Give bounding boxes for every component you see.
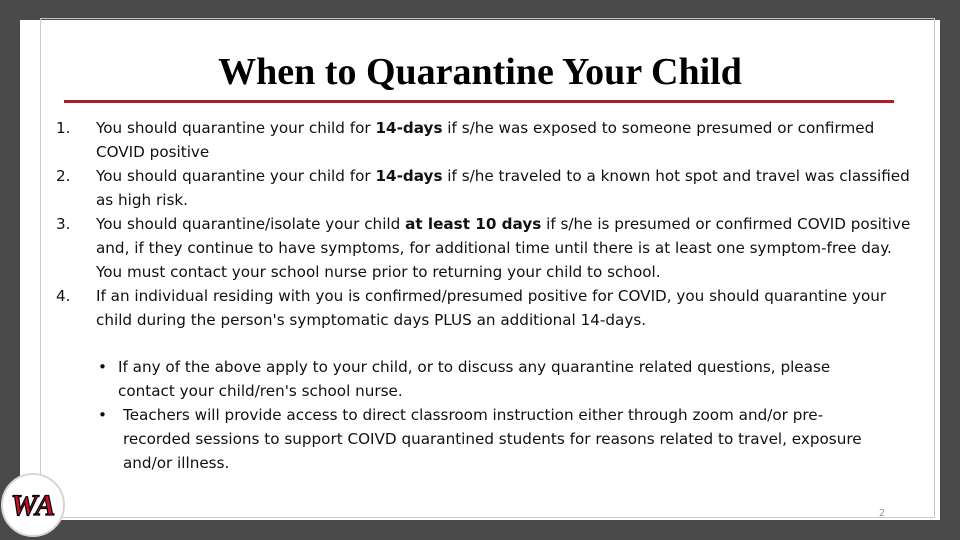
emphasis-text: 14-days [375,119,443,137]
list-item [56,116,916,164]
list-text: if s/he is presumed or confirmed COVID positive and, if they continue to have symptoms, for additional time until there is at least one symptom-free day. You must contact your school nurse prior to returning your child to school. [96,215,911,281]
list-item [56,164,916,212]
list-number: 4. [56,287,71,305]
slide-title: When to Quarantine Your Child [218,51,742,93]
bullet-text: Teachers will provide access to direct classroom instruction either through zoom and/or pre-recorded sessions to support COIVD quarantined students for reasons related to travel, exposure and/or illness. [123,406,862,472]
bullet-icon: • [98,406,107,424]
list-number: 1. [56,119,71,137]
list-text: You should quarantine/isolate your child [96,215,406,233]
quarantine-rules-list [56,116,916,332]
list-text: if s/he traveled to a known hot spot and travel was classified as high risk. [96,167,910,209]
emphasis-text: 14-days [375,167,443,185]
list-text: You should quarantine your child for [96,167,376,185]
list-number: 3. [56,215,71,233]
list-item [56,284,916,332]
list-text: if s/he was exposed to someone presumed or confirmed COVID positive [96,119,875,161]
list-text: You should quarantine your child for [96,119,376,137]
list-item [56,212,916,284]
bullet-icon: • [98,358,107,376]
emphasis-text: at least 10 days [405,215,542,233]
bullet-item [96,355,886,403]
notes-bullet-list [96,355,886,475]
page-number: 2 [878,508,886,519]
bullet-text: If any of the above apply to your child, or to discuss any quarantine related questions, please contact your child/ren's school nurse. [118,358,831,400]
list-number: 2. [56,167,71,185]
bullet-item [96,403,886,475]
wa-school-logo-icon [0,472,66,538]
logo-text: WA [10,489,56,522]
title-underline [64,100,894,103]
list-text: If an individual residing with you is confirmed/presumed positive for COVID, you should quarantine your child during the person's symptomatic days PLUS an additional 14-days. [96,287,887,329]
